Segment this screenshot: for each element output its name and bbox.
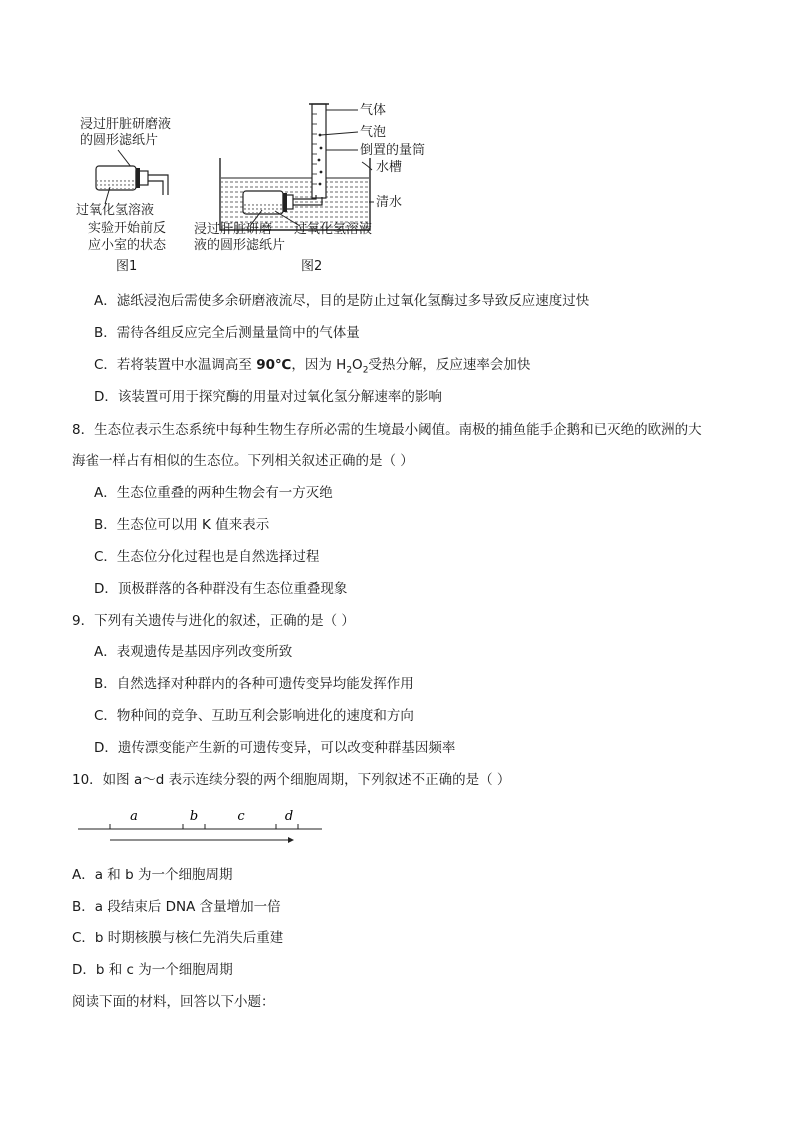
q10-option-b: B．a 段结束后 DNA 含量增加一倍 [72, 899, 281, 915]
fig2-caption: 图2 [301, 259, 323, 274]
fig2-label-h2o2: 过氧化氢溶液 [294, 222, 373, 237]
fig1-label-top-1: 浸过肝脏研磨液 [80, 117, 172, 132]
q7-option-b: B．需待各组反应完全后测量量筒中的气体量 [94, 325, 360, 341]
q10-stem: 10．如图 a～d 表示连续分裂的两个细胞周期，下列叙述不正确的是（ ） [72, 772, 511, 788]
q10-option-c: C．b 时期核膜与核仁先消失后重建 [72, 930, 284, 946]
q8-option-d: D．顶极群落的各种群没有生态位重叠现象 [94, 581, 348, 597]
q7-c-temp: 90℃ [256, 357, 292, 373]
q9-option-d: D．遗传漂变能产生新的可遗传变异，可以改变种群基因频率 [94, 740, 456, 756]
timeline-ticks [110, 824, 298, 829]
fig2-label-paper-1: 浸过肝脏研磨 [194, 222, 273, 237]
fig2-label-bubble: 气泡 [360, 125, 387, 140]
fig2-label-water: 清水 [376, 195, 403, 210]
q7-c-sub1: 2 [346, 365, 353, 376]
fig1-label-bottom-3: 应小室的状态 [88, 238, 167, 253]
timeline-label-b: b [189, 809, 199, 824]
fig2-label-gas: 气体 [360, 103, 387, 118]
q9-option-b: B．自然选择对种群内的各种可遗传变异均能发挥作用 [94, 676, 414, 692]
q10-option-a: A．a 和 b 为一个细胞周期 [72, 867, 233, 883]
fig1-label-bottom-2: 实验开始前反 [88, 221, 167, 236]
fig2-label-paper-2: 液的圆形滤纸片 [194, 238, 286, 253]
timeline-label-a: a [130, 809, 138, 824]
fig2-label-tank: 水槽 [376, 160, 403, 175]
q8-option-a: A．生态位重叠的两种生物会有一方灭绝 [94, 485, 333, 501]
q7-option-a: A．滤纸浸泡后需使多余研磨液流尽，目的是防止过氧化氢酶过多导致反应速度过快 [94, 293, 590, 309]
q7-option-d: D．该装置可用于探究酶的用量对过氧化氢分解速率的影响 [94, 389, 442, 405]
q7-c-o: O [352, 357, 363, 373]
q8-option-c: C．生态位分化过程也是自然选择过程 [94, 549, 320, 565]
q9-option-a: A．表观遗传是基因序列改变所致 [94, 644, 293, 660]
q8-stem-2: 海雀一样占有相似的生态位。下列相关叙述正确的是（ ） [72, 453, 414, 469]
timeline-label-c: c [237, 809, 245, 824]
q9-option-c: C．物种间的竞争、互助互利会影响进化的速度和方向 [94, 708, 414, 724]
fig1-caption: 图1 [116, 259, 138, 274]
q8-stem-1: 8．生态位表示生态系统中每种生物生存所必需的生境最小阈值。南极的捕鱼能手企鹅和已灭绝的欧洲的大 [72, 422, 702, 438]
q7-c-post: 受热分解，反应速率会加快 [368, 357, 531, 373]
fig2-label-cylinder: 倒置的量筒 [360, 143, 426, 158]
fig1-label-top-2: 的圆形滤纸片 [80, 133, 159, 148]
q7-c-sub2: 2 [362, 365, 369, 376]
q7-c-mid: ，因为 H [291, 357, 347, 373]
fig1-label-bottom-1: 过氧化氢溶液 [76, 203, 155, 218]
timeline-label-d: d [284, 809, 294, 824]
timeline-arrow-head [288, 837, 294, 843]
q10-option-d: D．b 和 c 为一个细胞周期 [72, 962, 233, 978]
q8-option-b: B．生态位可以用 K 值来表示 [94, 517, 270, 533]
q9-stem: 9．下列有关遗传与进化的叙述，正确的是（ ） [72, 613, 355, 629]
q7-c-pre: C．若将装置中水温调高至 [94, 357, 257, 373]
reading-instruction: 阅读下面的材料，回答以下小题： [72, 994, 275, 1010]
